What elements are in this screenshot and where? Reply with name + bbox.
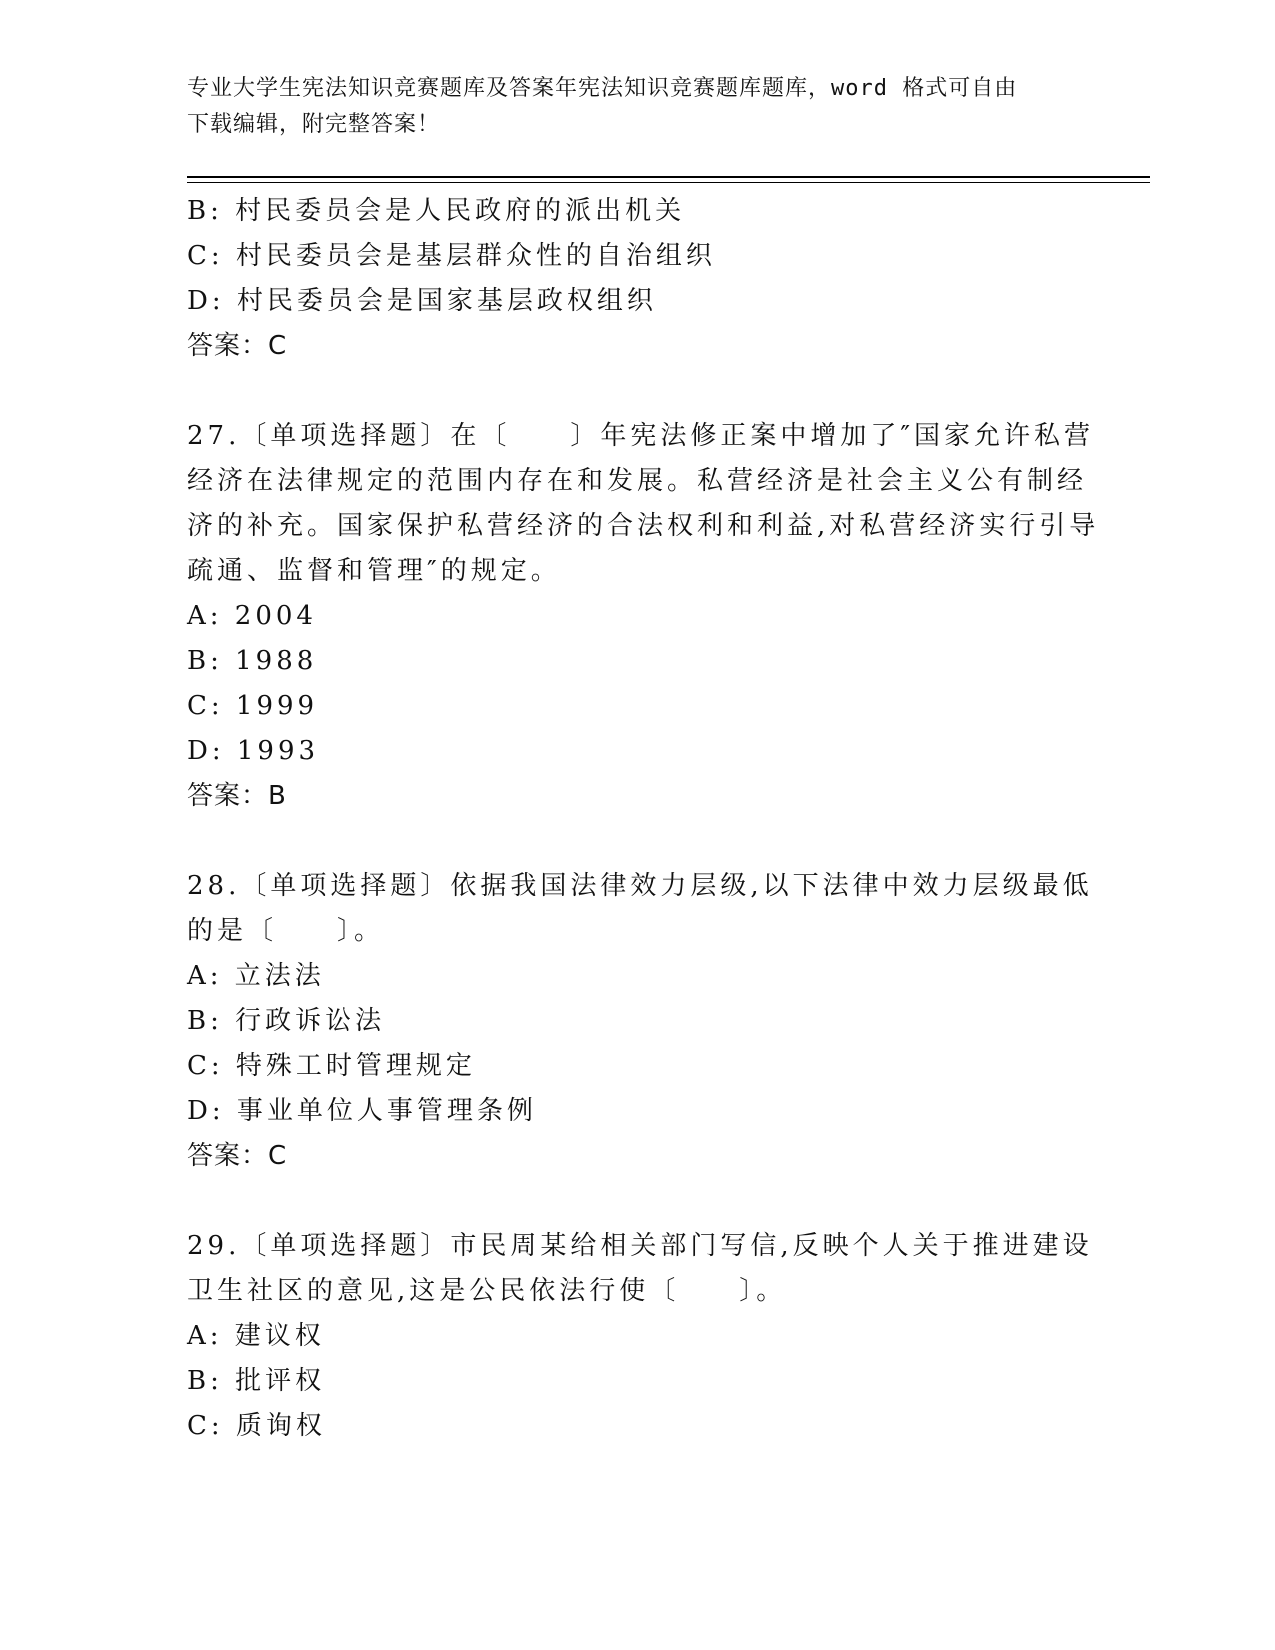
option-a: A: 立法法 [187,961,325,991]
question-stem-line: 28.〔单项选择题〕依据我国法律效力层级,以下法律中效力层级最低 [187,871,1093,901]
question-stem-line: 的是〔 〕。 [187,916,385,946]
header-line-1: 专业大学生宪法知识竞赛题库及答案年宪法知识竞赛题库题库，word 格式可自由 [187,76,1018,101]
option-d: D: 1993 [187,736,320,766]
header-divider [187,176,1150,178]
document-header [187,71,1087,143]
header-divider-thin [187,182,1150,183]
question-stem-line: 经济在法律规定的范围内存在和发展。私营经济是社会主义公有制经 [187,466,1088,496]
document-body [187,189,1100,1449]
option-b: B: 1988 [187,646,318,676]
question-26-tail [187,189,1087,369]
option-a: A: 2004 [187,601,317,631]
question-stem-line: 卫生社区的意见,这是公民依法行使〔 〕。 [187,1276,787,1306]
question-stem-line: 29.〔单项选择题〕市民周某给相关部门写信,反映个人关于推进建设 [187,1231,1093,1261]
option-b: B: 行政诉讼法 [187,1006,386,1036]
question-29 [187,1224,1093,1449]
option-c: C: 1999 [187,691,319,721]
answer-line: 答案：B [187,781,287,811]
question-28 [187,864,1093,1179]
option-c: C: 质询权 [187,1411,326,1441]
option-c: C: 村民委员会是基层群众性的自治组织 [187,241,716,271]
answer-line: 答案：C [187,1141,288,1171]
option-d: D: 事业单位人事管理条例 [187,1096,537,1126]
question-stem-line: 济的补充。国家保护私营经济的合法权利和利益,对私营经济实行引导 [187,511,1100,541]
option-b: B: 村民委员会是人民政府的派出机关 [187,196,686,226]
option-d: D: 村民委员会是国家基层政权组织 [187,286,657,316]
option-a: A: 建议权 [187,1321,325,1351]
question-stem-line: 27.〔单项选择题〕在〔 〕年宪法修正案中增加了″国家允许私营 [187,421,1095,451]
option-c: C: 特殊工时管理规定 [187,1051,476,1081]
answer-line: 答案：C [187,331,288,361]
option-b: B: 批评权 [187,1366,326,1396]
header-line-2: 下载编辑，附完整答案！ [187,112,441,137]
question-27 [187,414,1100,819]
question-stem-line: 疏通、监督和管理″的规定。 [187,556,561,586]
